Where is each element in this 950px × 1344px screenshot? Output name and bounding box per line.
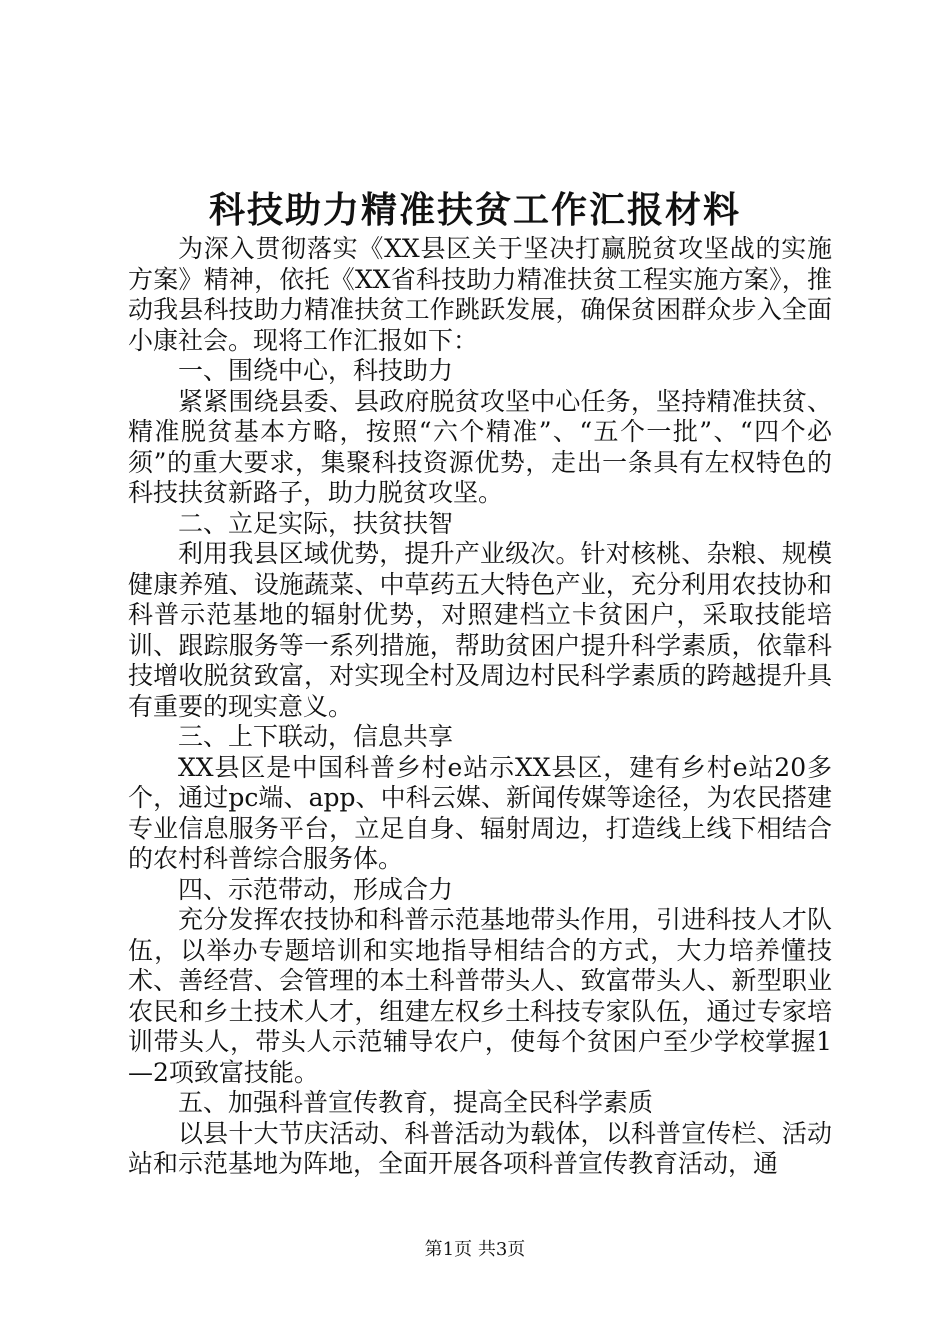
- page-number-footer: 第1页 共3页: [424, 1239, 526, 1260]
- document-title: 科技助力精准扶贫工作汇报材料: [208, 189, 741, 231]
- document-body: [128, 234, 832, 1180]
- paragraph-intro: 为深入贯彻落实《XX县区关于坚决打赢脱贫攻坚战的实施方案》精神，依托《XX省科技助力精准扶贫工程实施方案》，推动我县科技助力精准扶贫工作跳跃发展，确保贫困群众步入全面小康社会。现将工作汇报如下：: [128, 234, 832, 355]
- section-heading-2: 二、立足实际，扶贫扶智: [178, 508, 454, 538]
- section-heading-5: 五、加强科普宣传教育，提高全民科学素质: [178, 1088, 654, 1117]
- section-heading-4: 四、示范带动，形成合力: [178, 874, 454, 904]
- paragraph-section-3: XX县区是中国科普乡村e站示XX县区，建有乡村e站20多个，通过pc端、app、中科云媒、新闻传媒等途径，为农民搭建专业信息服务平台，立足自身、辐射周边，打造线上线下相结合的农村科普综合服务体。: [128, 752, 832, 873]
- section-heading-3: 三、上下联动，信息共享: [178, 722, 454, 751]
- paragraph-section-1: 紧紧围绕县委、县政府脱贫攻坚中心任务，坚持精准扶贫、精准脱贫基本方略，按照“六个精准”、“五个一批”、“四个必须”的重大要求，集聚科技资源优势，走出一条具有左权特色的科技扶贫新路子，助力脱贫攻坚。: [128, 386, 832, 507]
- paragraph-section-4: 充分发挥农技协和科普示范基地带头作用，引进科技人才队伍，以举办专题培训和实地指导相结合的方式，大力培养懂技术、善经营、会管理的本土科普带头人、致富带头人、新型职业农民和乡土技术人才，组建左权乡土科技专家队伍，通过专家培训带头人，带头人示范辅导农户，使每个贫困户至少学校掌握1—2项致富技能。: [128, 905, 832, 1087]
- paragraph-section-2: 利用我县区域优势，提升产业级次。针对核桃、杂粮、规模健康养殖、设施蔬菜、中草药五大特色产业，充分利用农技协和科普示范基地的辐射优势，对照建档立卡贫困户，采取技能培训、跟踪服务等一系列措施，帮助贫困户提升科学素质，依靠科技增收脱贫致富，对实现全村及周边村民科学素质的跨越提升具有重要的现实意义。: [128, 539, 832, 721]
- section-heading-1: 一、围绕中心，科技助力: [178, 356, 454, 385]
- paragraph-section-5: 以县十大节庆活动、科普活动为载体，以科普宣传栏、活动站和示范基地为阵地，全面开展各项科普宣传教育活动，通: [128, 1118, 832, 1178]
